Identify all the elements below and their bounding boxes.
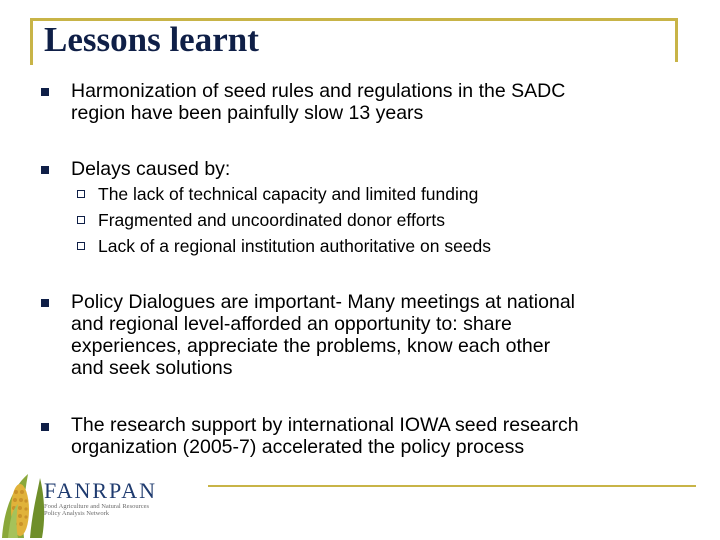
footer-rule [208, 485, 696, 487]
bullet-1-line-2: region have been painfully slow 13 years [71, 102, 424, 124]
title-frame-left [30, 18, 33, 65]
sub-bullet-marker [77, 216, 85, 224]
title-frame-right [675, 18, 678, 62]
logo-name: FANRPAN [44, 478, 158, 503]
bullet-3-line-4: and seek solutions [71, 357, 233, 379]
bullet-3-line-2: and regional level-afforded an opportunity to: share [71, 313, 512, 335]
bullet-2-line-1: Delays caused by: [71, 158, 231, 180]
sub-bullet-marker [77, 190, 85, 198]
bullet-marker [41, 88, 49, 96]
sub-item-2: Fragmented and uncoordinated donor efforts [98, 210, 445, 230]
sub-bullet-marker [77, 242, 85, 250]
bullet-1-line-1: Harmonization of seed rules and regulations in the SADC [71, 80, 566, 102]
bullet-marker [41, 423, 49, 431]
bullet-marker [41, 299, 49, 307]
slide-title: Lessons learnt [44, 20, 259, 59]
bullet-4-line-1: The research support by international IOWA seed research [71, 414, 579, 436]
bullet-4-line-2: organization (2005-7) accelerated the policy process [71, 436, 525, 458]
bullet-3-line-3: experiences, appreciate the problems, know each other [71, 335, 551, 357]
sub-item-3: Lack of a regional institution authoritative on seeds [98, 236, 492, 256]
bullet-marker [41, 166, 49, 174]
bullet-3-line-1: Policy Dialogues are important- Many meetings at national [71, 291, 576, 313]
sub-item-1: The lack of technical capacity and limited funding [98, 184, 479, 204]
logo-tagline: Food Agriculture and Natural Resources Policy Analysis Network [44, 503, 150, 517]
